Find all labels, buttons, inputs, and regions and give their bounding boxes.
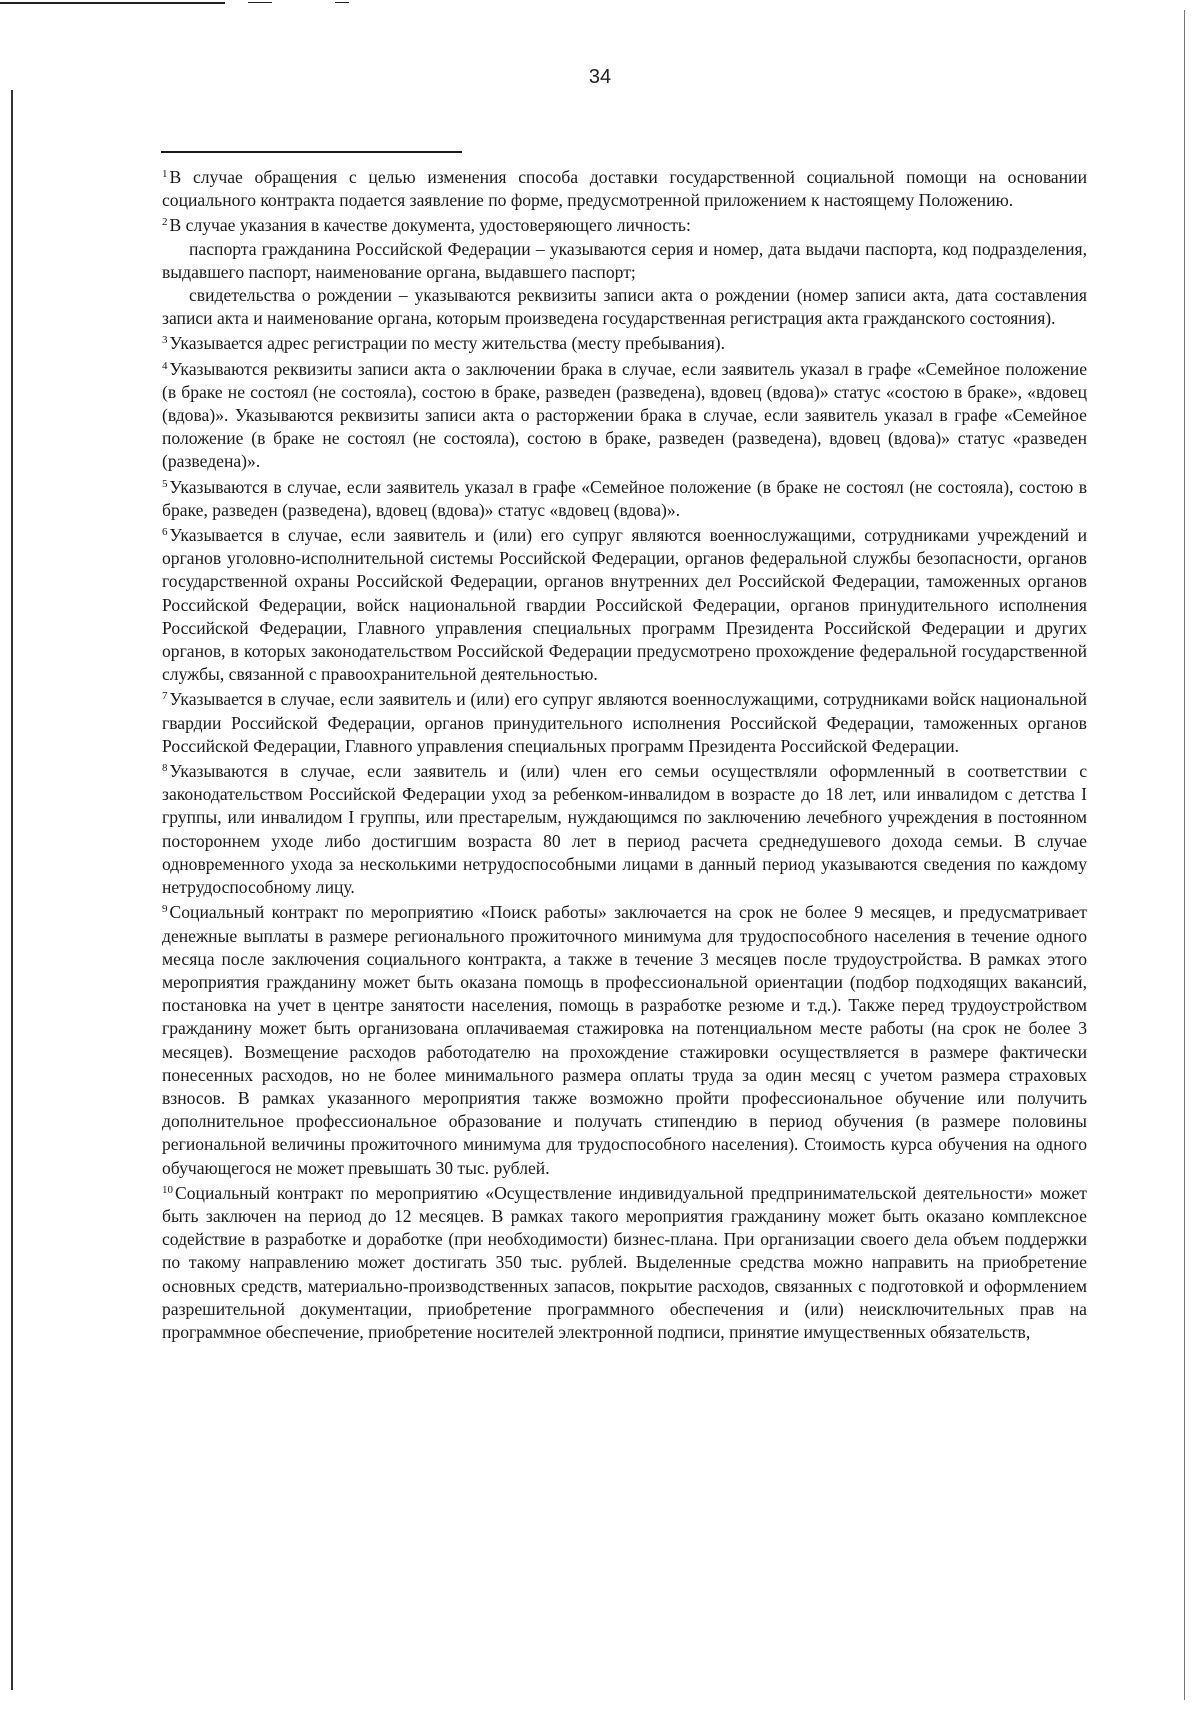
scan-edge-top-mid (248, 2, 272, 3)
footnote-1 (162, 166, 1087, 212)
footnote-text: Социальный контракт по мероприятию «Поиск работы» заключается на срок не более 9 месяцев, и предусматривает денежные выплаты в размере регионального прожиточного минимума для трудоспособного населения в течение одного месяца после заключения социального контракта, а также в течение 3 месяцев после трудоустройства. В рамках этого мероприятия гражданину может быть оказана помощь в профессиональной ориентации (подбор подходящих вакансий, постановка на учет в центре занятости населения, помощь в разработке резюме и т.д.). Также перед трудоустройством гражданину может быть организована оплачиваемая стажировка на потенциальном месте работы (на срок не более 3 месяцев). Возмещение расходов работодателю на прохождение стажировки осуществляется в размере фактически понесенных расходов, но не более минимального размера оплаты труда за один месяц с учетом размера страховых взносов. В рамках указанного мероприятия также возможно пройти профессиональное обучение или получить дополнительное профессиональное образование и получать стипендию в период обучения (в размере половины региональной величины прожиточного минимума для трудоспособного населения). Стоимость курса обучения на одного обучающегося не может превышать 30 тыс. рублей. (162, 902, 1087, 1178)
footnote-9 (162, 901, 1087, 1179)
scan-edge-right (1184, 10, 1185, 1700)
footnote-text: Указываются в случае, если заявитель указал в графе «Семейное положение (в браке не состоял (не состояла), состою в браке, разведен (разведена), вдовец (вдова)» статус «вдовец (вдова)». (162, 476, 1087, 520)
footnote-mark: 5 (162, 477, 168, 490)
footnote-text: Указываются реквизиты записи акта о заключении брака в случае, если заявитель указал в графе «Семейное положение (в браке не состоял (не состояла), состою в браке, разведен (разведена), вдовец (вдова)» статус «состою в браке», «вдовец (вдова)». Указываются реквизиты записи акта о расторжении брака в случае, если заявитель указал в графе «Семейное положение (в браке не состоял (не состояла), состою в браке, разведен (разведена), вдовец (вдова)» статус «разведен (разведена)». (162, 358, 1087, 472)
footnote-text: Указывается в случае, если заявитель и (или) его супруг являются военнослужащими, сотрудниками войск национальной гвардии Российской Федерации, органов принудительного исполнения Российской Федерации, таможенных органов Российской Федерации, Главного управления специальных программ Президента Российской Федерации. (162, 689, 1087, 756)
footnote-text: свидетельства о рождении – указываются реквизиты записи акта о рождении (номер записи акта, дата составления записи акта и наименование органа, которым произведена государственная регистрация акта гражданского состояния). (162, 285, 1087, 329)
footnote-3 (162, 332, 1087, 355)
footnote-text: Указывается адрес регистрации по месту жительства (месту пребывания). (169, 333, 726, 354)
footnote-mark: 9 (162, 903, 168, 916)
footnote-8 (162, 760, 1087, 899)
footnote-mark: 4 (162, 359, 168, 372)
scan-edge-top-left (0, 2, 225, 4)
footnote-mark: 7 (162, 690, 168, 703)
footnotes-list (162, 166, 1087, 1346)
footnote-5 (162, 476, 1087, 522)
footnote-text: паспорта гражданина Российской Федерации – указываются серия и номер, дата выдачи паспорта, код подразделения, выдавшего паспорт, наименование органа, выдавшего паспорт; (162, 238, 1087, 282)
footnote-6 (162, 524, 1087, 686)
footnote-text: В случае обращения с целью изменения способа доставки государственной социальной помощи на основании социального контракта подается заявление по форме, предусмотренной приложением к настоящему Положению. (162, 167, 1087, 211)
footnote-10 (162, 1182, 1087, 1344)
footnote-4 (162, 358, 1087, 474)
footnote-mark: 1 (162, 168, 168, 180)
footnote-text: Указывается в случае, если заявитель и (или) его супруг являются военнослужащими, сотрудниками учреждений и органов уголовно-исполнительной системы Российской Федерации, органов федеральной службы безопасности, органов государственной охраны Российской Федерации, органов внутренних дел Российской Федерации, таможенных органов Российской Федерации, войск национальной гвардии Российской Федерации, органов принудительного исполнения Российской Федерации, Главного управления специальных программ Президента Российской Федерации и других органов, в которых законодательством Российской Федерации предусмотрено прохождение федеральной государственной службы, связанной с правоохранительной деятельностью. (162, 525, 1087, 685)
scan-edge-left (11, 90, 13, 1690)
footnote-mark: 3 (162, 334, 168, 347)
scan-edge-top-right (335, 2, 349, 3)
footnote-mark: 6 (162, 526, 168, 539)
footnote-7 (162, 688, 1087, 758)
footnote-text: Указываются в случае, если заявитель и (или) член его семьи осуществляли оформленный в соответствии с законодательством Российской Федерации уход за ребенком-инвалидом в возрасте до 18 лет, или инвалидом с детства I группы, или инвалидом I группы, или престарелым, нуждающимся по заключению лечебного учреждения в постоянном постороннем уходе либо достигшим возраста 80 лет в период расчета среднедушевого дохода семьи. В случае одновременного ухода за несколькими нетрудоспособными лицами в данный период указываются сведения по каждому нетрудоспособному лицу. (162, 761, 1087, 898)
footnote-separator (161, 151, 462, 153)
footnote-text: В случае указания в качестве документа, удостоверяющего личность: (169, 215, 691, 236)
footnote-mark: 8 (162, 762, 168, 775)
footnote-2 (162, 214, 1087, 330)
footnote-text: Социальный контракт по мероприятию «Осуществление индивидуальной предпринимательской деятельности» может быть заключен на период до 12 месяцев. В рамках такого мероприятия гражданину может быть оказано комплексное содействие в разработке и доработке (при необходимости) бизнес-плана. При организации своего дела объем поддержки по такому направлению может достигать 350 тыс. рублей. Выделенные средства можно направить на приобретение основных средств, материально-производственных запасов, покрытие расходов, связанных с подготовкой и оформлением разрешительной документации, приобретение программного обеспечения и (или) неисключительных прав на программное обеспечение, приобретение носителей электронной подписи, принятие имущественных обязательств, (162, 1182, 1087, 1342)
footnote-mark: 10 (162, 1183, 173, 1196)
footnote-mark: 2 (162, 216, 168, 229)
page-number: 34 (588, 66, 612, 88)
